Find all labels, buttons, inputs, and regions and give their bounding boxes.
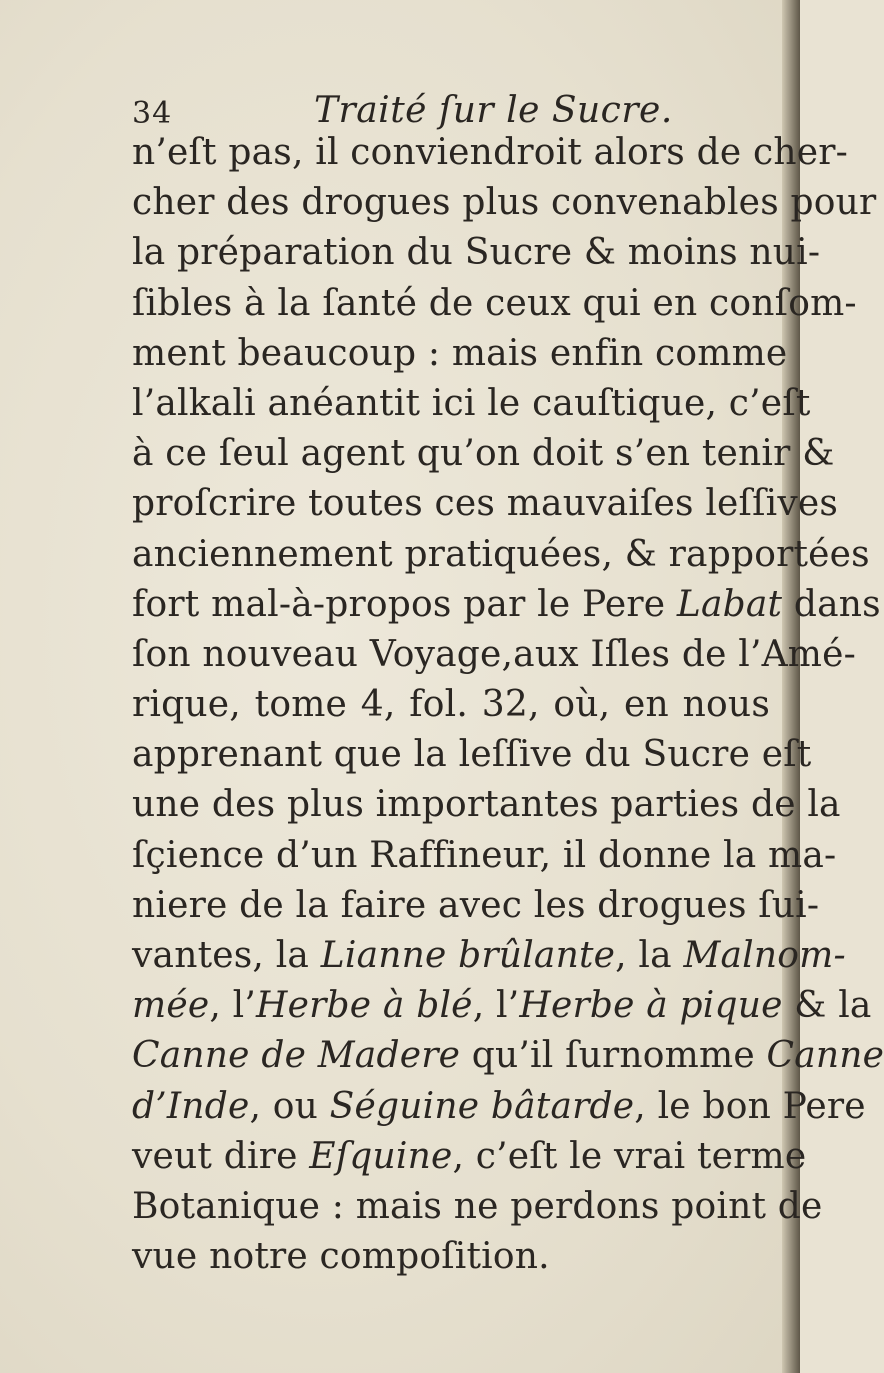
italic-text-run: Lianne brûlante bbox=[320, 935, 616, 976]
text-run: ment beaucoup : mais enfin comme bbox=[132, 332, 788, 374]
text-run: qu’il ſurnomme bbox=[460, 1035, 767, 1077]
text-line bbox=[132, 780, 841, 830]
text-run: l’alkali anéantit ici le cauſtique, c’eſt bbox=[132, 382, 811, 424]
text-run: & la bbox=[782, 985, 872, 1027]
text-run: ſçience d’un Raffineur, il donne la ma- bbox=[132, 834, 837, 876]
text-line bbox=[132, 530, 870, 580]
text-run: dans bbox=[782, 583, 881, 625]
text-run: vantes, la bbox=[132, 935, 321, 976]
italic-text-run: d’Inde bbox=[132, 1085, 250, 1127]
text-run: ſibles à la ſanté de ceux qui en conſom- bbox=[132, 282, 857, 324]
text-line bbox=[132, 580, 881, 630]
italic-text-run: Canne bbox=[766, 1035, 884, 1077]
italic-text-run: Canne de Madere bbox=[132, 1035, 461, 1077]
text-line bbox=[132, 178, 877, 228]
text-run: , l’ bbox=[209, 985, 257, 1027]
running-title: Traité ſur le Sucre. bbox=[314, 90, 673, 131]
text-run: ſon nouveau Voyage,aux Iſles de l’Amé- bbox=[132, 633, 856, 675]
text-run: fort mal-à-propos par le Pere bbox=[132, 583, 677, 625]
italic-text-run: Herbe à blé bbox=[256, 985, 473, 1027]
text-run: , le bon Pere bbox=[634, 1085, 866, 1127]
text-run: anciennement pratiquées, & rapportées bbox=[132, 533, 870, 575]
text-run: , ou bbox=[249, 1085, 330, 1127]
text-line bbox=[132, 630, 856, 680]
italic-text-run: Eſquine bbox=[309, 1135, 453, 1177]
text-run: , la bbox=[615, 935, 684, 976]
text-line bbox=[132, 329, 788, 379]
text-line bbox=[132, 1132, 807, 1182]
page-number: 34 bbox=[132, 96, 173, 131]
text-run: cher des drogues plus convenables pour bbox=[132, 182, 877, 224]
text-line bbox=[132, 228, 821, 278]
text-line bbox=[132, 279, 857, 329]
body-text bbox=[132, 128, 884, 1282]
text-line bbox=[132, 981, 872, 1031]
text-run: une des plus importantes parties de la bbox=[132, 784, 841, 826]
text-run: vue notre compoſition. bbox=[132, 1236, 550, 1278]
text-line bbox=[132, 1232, 770, 1282]
text-line bbox=[132, 479, 839, 529]
text-line bbox=[132, 379, 811, 429]
text-run: la préparation du Sucre & moins nui- bbox=[132, 232, 821, 274]
text-line bbox=[132, 1082, 866, 1132]
text-line bbox=[132, 1031, 884, 1081]
text-line bbox=[132, 881, 820, 931]
text-run: , c’eſt le vrai terme bbox=[452, 1135, 807, 1177]
text-run: rique, tome 4, fol. 32, où, en nous bbox=[132, 684, 770, 726]
text-run: apprenant que la leſſive du Sucre eſt bbox=[132, 734, 812, 776]
text-line bbox=[132, 931, 846, 981]
text-line bbox=[132, 831, 837, 881]
text-run: niere de la faire avec les drogues ſui- bbox=[132, 884, 820, 926]
text-run: n’eſt pas, il conviendroit alors de cher- bbox=[132, 132, 849, 173]
italic-text-run: mée bbox=[132, 985, 210, 1027]
text-run: à ce ſeul agent qu’on doit s’en tenir & bbox=[132, 433, 835, 475]
italic-text-run: Malnom- bbox=[683, 935, 846, 976]
text-line bbox=[132, 128, 849, 178]
text-line bbox=[132, 429, 835, 479]
text-run: proſcrire toutes ces mauvaiſes leſſives bbox=[132, 483, 839, 525]
text-line bbox=[132, 1182, 823, 1232]
italic-text-run: Séguine bâtarde bbox=[329, 1085, 635, 1127]
text-run: , l’ bbox=[472, 985, 520, 1027]
italic-text-run: Herbe à pique bbox=[519, 985, 783, 1027]
text-line bbox=[132, 730, 812, 780]
italic-text-run: Labat bbox=[676, 583, 783, 625]
text-line bbox=[132, 680, 770, 730]
text-run: Botanique : mais ne perdons point de bbox=[132, 1185, 823, 1227]
text-run: veut dire bbox=[132, 1135, 310, 1177]
